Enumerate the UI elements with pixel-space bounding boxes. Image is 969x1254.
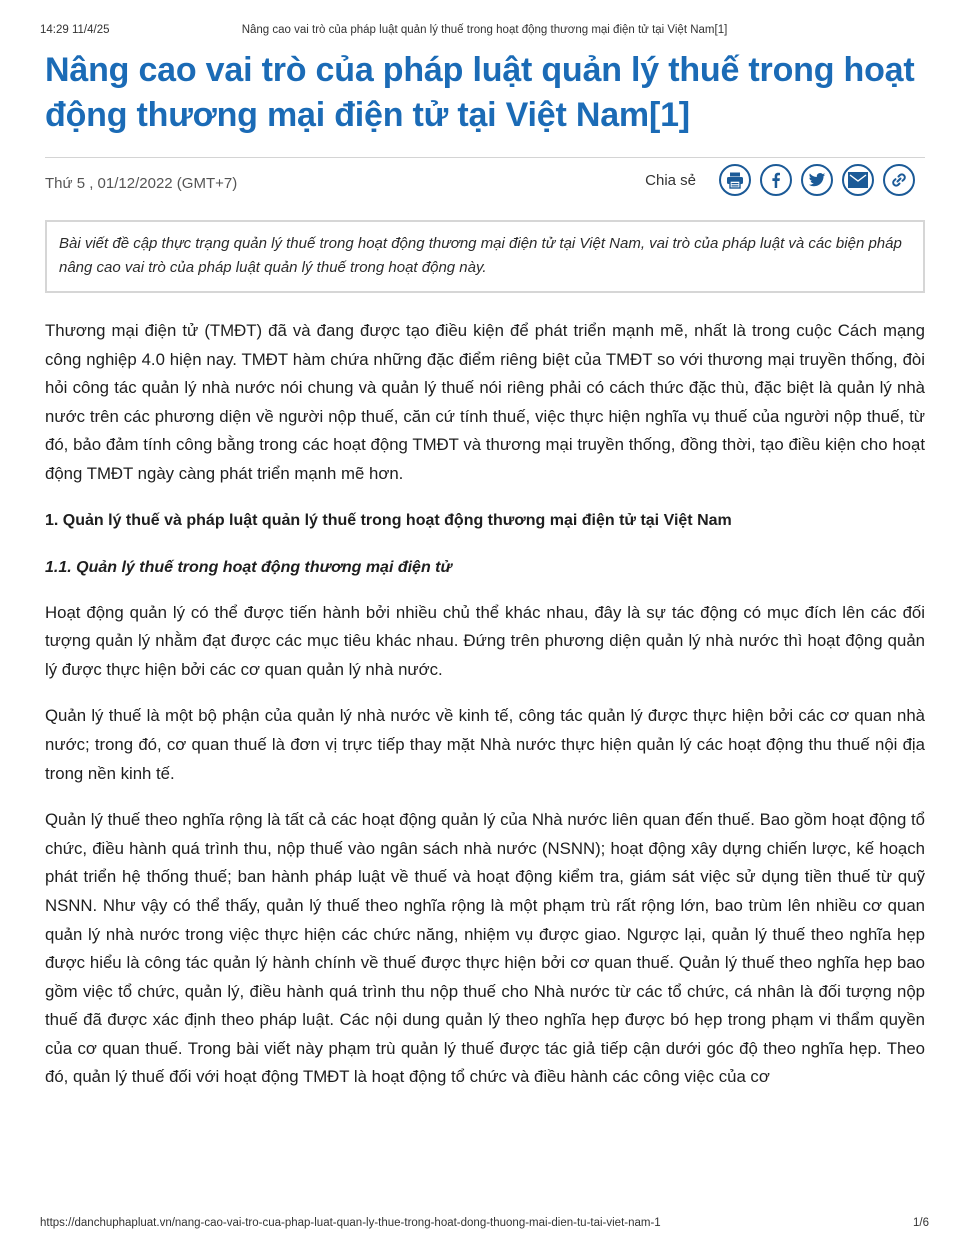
- article-title: Nâng cao vai trò của pháp luật quản lý thuế trong hoạt động thương mại điện tử tại Việt Nam[1]: [45, 51, 915, 134]
- paragraph: Quản lý thuế là một bộ phận của quản lý nhà nước về kinh tế, công tác quản lý được thực hiện bởi các cơ quan nhà nước; trong đó, cơ quan thuế là đơn vị trực tiếp thay mặt Nhà nước thực hiện quản lý các hoạt động thu thuế nội địa trong nền kinh tế.: [45, 706, 925, 783]
- twitter-icon[interactable]: [801, 164, 833, 196]
- paragraph: Quản lý thuế theo nghĩa rộng là tất cả các hoạt động quản lý của Nhà nước liên quan đến thuế. Bao gồm hoạt động tổ chức, điều hành quá trình thu, nộp thuế vào ngân sách nhà nước (NSNN); hoạt động xây dựng chiến lược, kế hoạch phát triển hệ thống thuế; ban hành pháp luật về thuế và hoạt động kiểm tra, giám sát việc sử dụng tiền thuế từ quỹ NSNN. Như vậy có thể thấy, quản lý thuế theo nghĩa rộng là một phạm trù rất rộng lớn, bao trùm lên nhiều cơ quan quản lý nhà nước trong việc thực hiện các chức năng, nhiệm vụ được giao. Ngược lại, quản lý thuế theo nghĩa hẹp được hiểu là công tác quản lý hành chính về thuế được thực hiện bởi cơ quan thuế. Quản lý thuế theo nghĩa hẹp bao gồm việc tổ chức, quản lý, điều hành quá trình thu nộp thuế cho Nhà nước từ các tổ chức, cá nhân là đối tượng nộp thuế đã được xác định theo pháp luật. Các nội dung quản lý theo nghĩa hẹp được bó hẹp trong phạm vi thẩm quyền của cơ quan thuế. Trong bài viết này phạm trù quản lý thuế được tác giả tiếp cận dưới góc độ theo nghĩa hẹp. Theo đó, quản lý thuế đối với hoạt động TMĐT là hoạt động tổ chức và điều hành các công việc của cơ: [45, 810, 925, 1087]
- page-number: 1/6: [913, 1217, 929, 1229]
- print-footer: [40, 1217, 929, 1231]
- paragraph: Thương mại điện tử (TMĐT) đã và đang được tạo điều kiện để phát triển mạnh mẽ, nhất là trong cuộc Cách mạng công nghiệp 4.0 hiện nay. TMĐT hàm chứa những đặc điểm riêng biệt của TMĐT so với thương mại truyền thống, đòi hỏi công tác quản lý nhà nước nói chung và quản lý thuế nói riêng phải có cách thức đặc thù, đặc biệt là quản lý nhà nước trên các phương diện về người nộp thuế, căn cứ tính thuế, việc thực hiện nghĩa vụ thuế của người nộp thuế, từ đó, bảo đảm tính công bằng trong các hoạt động TMĐT và thương mại truyền thống, đồng thời, tạo điều kiện cho hoạt động TMĐT ngày càng phát triển mạnh mẽ hơn.: [45, 321, 925, 483]
- publish-date: Thứ 5 , 01/12/2022 (GMT+7): [45, 175, 238, 192]
- subsection-heading: 1.1. Quản lý thuế trong hoạt động thương mại điện tử: [45, 558, 452, 576]
- print-header: [40, 24, 929, 38]
- share-bar: [645, 164, 915, 196]
- article-body: [45, 317, 925, 1092]
- link-icon[interactable]: [883, 164, 915, 196]
- section-heading: 1. Quản lý thuế và pháp luật quản lý thuế trong hoạt động thương mại điện tử tại Việt Nam: [45, 511, 732, 529]
- print-timestamp: 14:29 11/4/25: [40, 24, 110, 36]
- print-icon[interactable]: [719, 164, 751, 196]
- share-label: Chia sẻ: [645, 171, 696, 189]
- article: [45, 48, 925, 1110]
- page-url: https://danchuphapluat.vn/nang-cao-vai-tro-cua-phap-luat-quan-ly-thue-trong-hoat-dong-thuong-mai-dien-tu-tai-viet-nam-1: [40, 1217, 661, 1229]
- print-page-title: Nâng cao vai trò của pháp luật quản lý thuế trong hoạt động thương mại điện tử tại Việt Nam[1]: [241, 24, 728, 36]
- paragraph: Hoạt động quản lý có thể được tiến hành bởi nhiều chủ thể khác nhau, đây là sự tác động có mục đích lên các đối tượng quản lý nhằm đạt được các mục tiêu khác nhau. Đứng trên phương diện quản lý nhà nước thì hoạt động quản lý được thực hiện bởi các cơ quan quản lý nhà nước.: [45, 602, 925, 679]
- email-icon[interactable]: [842, 164, 874, 196]
- article-summary: Bài viết đề cập thực trạng quản lý thuế trong hoạt động thương mại điện tử tại Việt Nam, vai trò của pháp luật và các biện pháp nâng cao vai trò của pháp luật quản lý thuế trong hoạt động này.: [45, 220, 925, 293]
- article-meta: [45, 158, 925, 210]
- facebook-icon[interactable]: [760, 164, 792, 196]
